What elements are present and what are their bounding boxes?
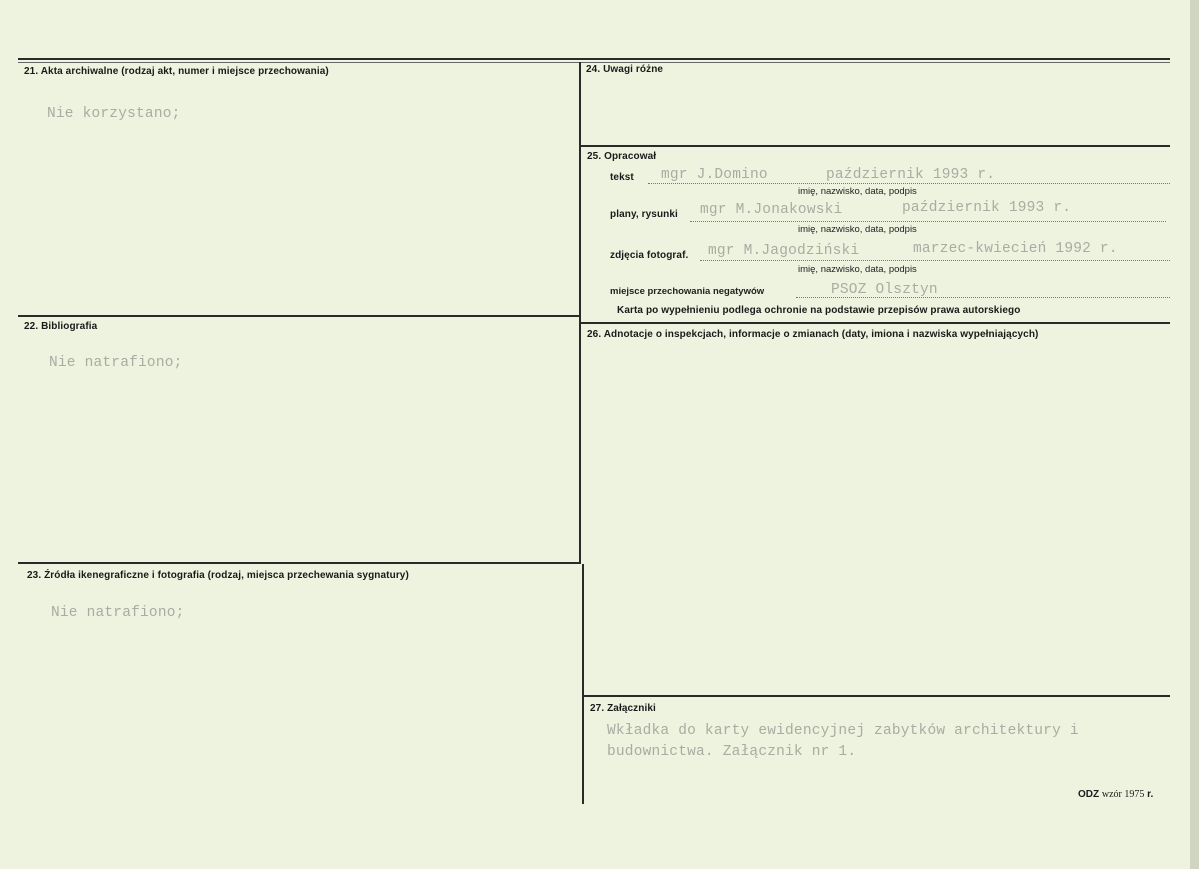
section-27-line2: budownictwa. Załącznik nr 1. [607,744,857,760]
top-rule-inner [18,62,1170,63]
section-27-line1: Wkładka do karty ewidencyjnej zabytków architektury i [607,723,1079,739]
section-26-label: 26. Adnotacje o inspekcjach, informacje o zmianach (daty, imiona i nazwiska wypełniających) [587,329,1039,340]
zdjecia-label: zdjęcia fotograf. [610,250,689,261]
plany-date: październik 1993 r. [902,200,1072,216]
plany-caption: imię, nazwisko, data, podpis [798,224,917,235]
footer-text: wzór 1975 [1101,789,1145,800]
section-25-label: 25. Opracował [587,151,657,162]
tekst-author: mgr J.Domino [661,167,768,183]
section-24-label: 24. Uwagi różne [586,64,664,75]
divider-26-27 [584,695,1170,697]
copyright-note: Karta po wypełnieniu podlega ochronie na podstawie przepisów prawa autorskiego [617,305,1021,316]
footer-suffix: r. [1147,789,1154,800]
section-21-label: 21. Akta archiwalne (rodzaj akt, numer i miejsce przechowania) [24,66,329,77]
section-23-label: 23. Źródła ikenegraficzne i fotografia (rodzaj, miejsca przechewania sygnatury) [27,570,409,581]
negatywy-place: PSOZ Olsztyn [831,282,938,298]
center-divider-lower [582,564,584,804]
plany-label: plany, rysunki [610,209,678,220]
divider-21-22 [18,315,581,317]
negatywy-line [796,297,1170,298]
divider-22-23 [18,562,581,564]
zdjecia-line [700,260,1170,261]
form-footer [1078,789,1153,800]
zdjecia-date: marzec-kwiecień 1992 r. [913,241,1118,257]
section-27-label: 27. Załączniki [590,703,656,714]
tekst-line [648,183,1170,184]
zdjecia-caption: imię, nazwisko, data, podpis [798,264,917,275]
divider-25-26 [581,322,1170,324]
card-edge [1190,0,1199,869]
section-22-label: 22. Bibliografia [24,321,98,332]
plany-author: mgr M.Jonakowski [700,202,843,218]
center-divider [579,62,581,564]
negatywy-label: miejsce przechowania negatywów [610,286,765,297]
section-22-value: Nie natrafiono; [49,355,183,371]
section-21-value: Nie korzystano; [47,106,181,122]
tekst-date: październik 1993 r. [826,167,996,183]
section-23-value: Nie natrafiono; [51,605,185,621]
zdjecia-author: mgr M.Jagodziński [708,243,860,259]
tekst-label: tekst [610,172,634,183]
divider-24-25 [581,145,1170,147]
footer-code: ODZ [1078,789,1100,800]
plany-line [690,221,1166,222]
top-rule [18,58,1170,60]
tekst-caption: imię, nazwisko, data, podpis [798,186,917,197]
